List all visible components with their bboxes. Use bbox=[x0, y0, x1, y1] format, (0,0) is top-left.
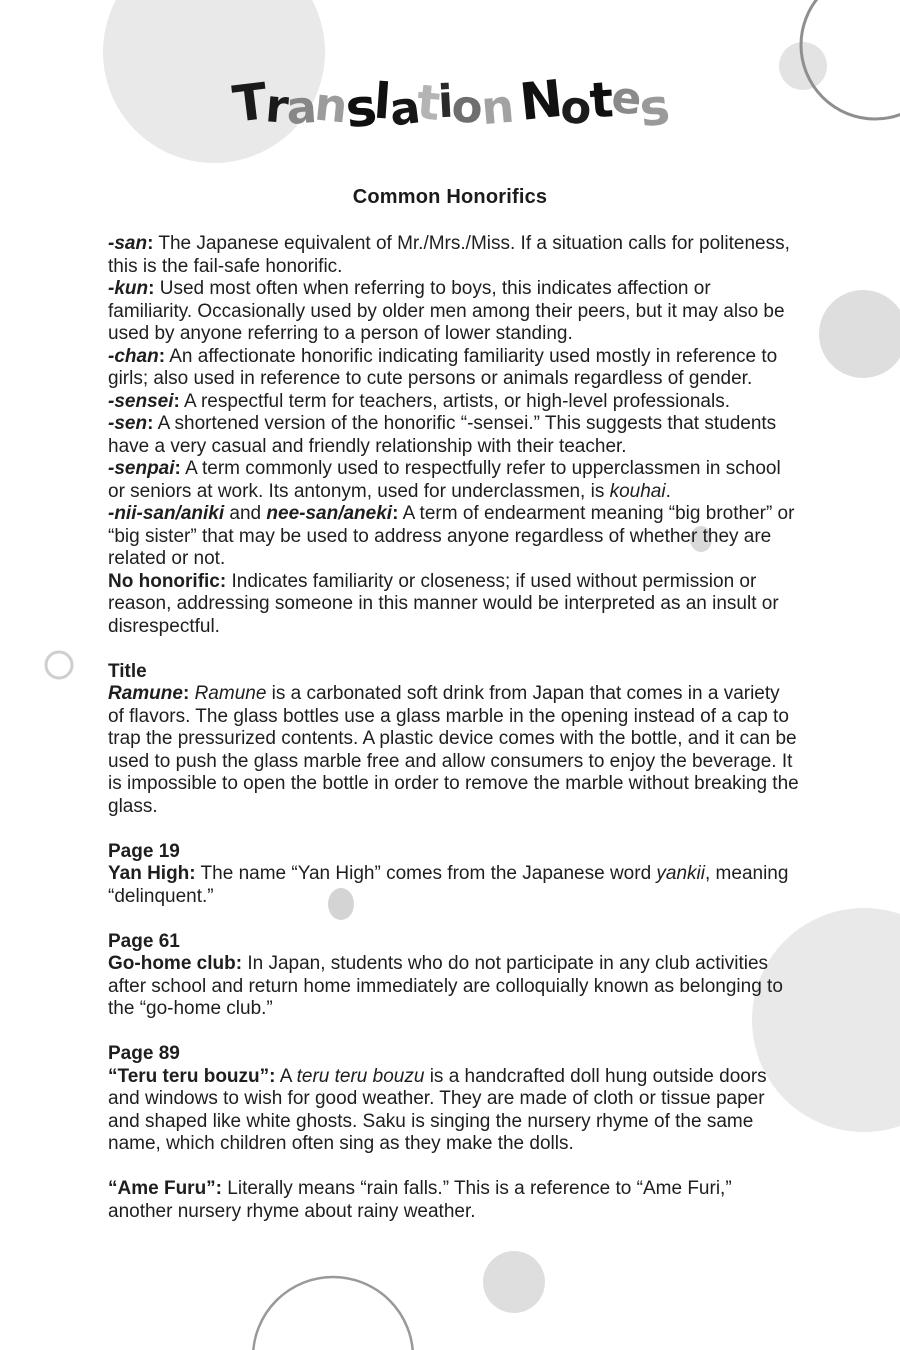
note-paragraph bbox=[108, 346, 800, 391]
text-run: Go-home club: bbox=[108, 953, 243, 974]
text-run: No honorific: bbox=[108, 570, 227, 592]
title-letter: N bbox=[516, 70, 564, 133]
text-run: “Ame Furu”: bbox=[108, 1178, 222, 1199]
title-letter: s bbox=[342, 77, 379, 141]
text-run: The name “Yan High” comes from the Japanese word bbox=[195, 863, 657, 884]
title-letter: i bbox=[436, 74, 454, 129]
text-run: Ramune bbox=[108, 683, 183, 704]
decor-ring-left bbox=[46, 652, 72, 678]
text-run: An affectionate honorific indicating familiarity used mostly in reference to girls; also used in reference to cute persons or animals regardless of gender. bbox=[108, 345, 778, 389]
section-label: Title bbox=[108, 660, 147, 682]
text-run: Yan High: bbox=[108, 863, 196, 884]
text-run: is a carbonated soft drink from Japan that comes in a variety of flavors. The glass bottles use a glass marble in the opening instead of a cap to trap the pressurized contents. A plastic device comes with the bottle, and it can be used to push the glass marble free and allow consumers to enjoy the beverage. It is impossible to open the bottle in order to remove the marble without breaking the glass. bbox=[108, 683, 799, 817]
text-run: and bbox=[224, 503, 267, 524]
title-letter: n bbox=[478, 78, 515, 136]
section-label: Page 89 bbox=[108, 1043, 180, 1064]
note-paragraph bbox=[108, 413, 800, 458]
text-run: : bbox=[158, 345, 166, 367]
text-run: -sensei bbox=[108, 390, 174, 412]
note-paragraph bbox=[108, 1178, 800, 1223]
title-letter: e bbox=[609, 71, 643, 126]
note-section-1 bbox=[108, 233, 800, 638]
text-run: -senpai bbox=[108, 458, 175, 479]
text-run: A term of endearment meaning “big brother” or “big sister” that may be used to address anyone regardless of whether they are related or not. bbox=[108, 503, 795, 569]
title-letter: s bbox=[636, 77, 671, 139]
note-paragraph bbox=[108, 1066, 800, 1156]
text-run: : bbox=[147, 233, 154, 254]
text-run: “Teru teru bouzu”: bbox=[108, 1065, 276, 1087]
text-run: The Japanese equivalent of Mr./Mrs./Miss. If a situation calls for politeness, this is the fail-safe honorific. bbox=[108, 233, 790, 277]
note-paragraph bbox=[108, 458, 800, 503]
note-paragraph bbox=[108, 233, 800, 278]
text-run: teru teru bouzu bbox=[296, 1065, 425, 1087]
note-paragraph bbox=[108, 953, 800, 1021]
text-run: A bbox=[275, 1065, 297, 1087]
note-section-4 bbox=[108, 931, 800, 1021]
title-letter: o bbox=[558, 79, 592, 136]
text-run: : bbox=[147, 413, 154, 434]
text-run: Indicates familiarity or closeness; if used without permission or reason, addressing someone in this manner would be interpreted as an insult or disrespectful. bbox=[108, 570, 779, 637]
note-paragraph bbox=[108, 503, 800, 571]
title-letter: a bbox=[386, 80, 422, 137]
decor-circle-right bbox=[819, 290, 900, 378]
title-letter: n bbox=[311, 76, 348, 134]
section-label: Page 61 bbox=[108, 930, 180, 952]
section-label: Page 19 bbox=[108, 840, 180, 862]
note-paragraph bbox=[108, 863, 800, 908]
note-paragraph bbox=[108, 278, 800, 346]
title-letter: o bbox=[449, 79, 483, 134]
text-run: is a handcrafted doll hung outside doors and windows to wish for good weather. They are made of cloth or tissue paper and shaped like white ghosts. Saku is singing the nursery rhyme of the same name, which children often sing as they make the dolls. bbox=[108, 1065, 767, 1154]
page-title bbox=[0, 70, 900, 141]
title-letter: r bbox=[262, 78, 289, 134]
note-section-3 bbox=[108, 841, 800, 909]
text-run: Ramune bbox=[194, 683, 267, 704]
text-run: kouhai bbox=[609, 480, 666, 502]
text-run: -chan bbox=[108, 345, 159, 367]
text-run: : bbox=[173, 390, 180, 412]
common-honorifics-heading: Common Honorifics bbox=[352, 186, 548, 208]
text-run: -kun bbox=[108, 278, 149, 299]
note-paragraph bbox=[108, 683, 800, 818]
text-run: A shortened version of the honorific “-sensei.” This suggests that students have a very casual and friendly relationship with their teacher. bbox=[108, 413, 777, 457]
text-run: nee-san/aneki bbox=[266, 503, 393, 524]
text-run: : bbox=[174, 458, 181, 479]
note-paragraph bbox=[108, 391, 800, 414]
text-run: -san bbox=[108, 233, 148, 254]
note-section-2 bbox=[108, 661, 800, 819]
text-run: : bbox=[182, 683, 190, 704]
decor-ring-bottom bbox=[253, 1277, 413, 1350]
title-letter: a bbox=[284, 80, 317, 135]
title-letter: T bbox=[230, 72, 270, 134]
text-run: In Japan, students who do not participate in any club activities after school and return home immediately are colloquially known as belonging to the “go-home club.” bbox=[108, 953, 783, 1019]
text-run: Used most often when referring to boys, this indicates affection or familiarity. Occasionally used by older men among their peers, but it may also be used by anyone referring to a person of lower standing. bbox=[108, 278, 785, 344]
title-letter: t bbox=[415, 74, 441, 132]
text-run: , meaning “delinquent.” bbox=[108, 863, 789, 907]
text-run: : bbox=[148, 278, 155, 299]
text-run: A respectful term for teachers, artists, or high-level professionals. bbox=[179, 390, 730, 412]
text-run: yankii bbox=[656, 863, 705, 884]
notes-content bbox=[108, 233, 800, 1223]
note-paragraph bbox=[108, 571, 800, 639]
text-run: -sen bbox=[108, 413, 148, 434]
title-letter: t bbox=[587, 71, 613, 130]
note-section-6 bbox=[108, 1178, 800, 1223]
text-run: A term commonly used to respectfully refer to upperclassmen in school or seniors at work. Its antonym, used for underclassmen, is bbox=[108, 458, 781, 502]
text-run: . bbox=[665, 480, 671, 502]
text-run: : bbox=[392, 503, 399, 524]
text-run: -nii-san/aniki bbox=[108, 503, 225, 524]
title-letter: l bbox=[372, 72, 392, 131]
text-run: Literally means “rain falls.” This is a reference to “Ame Furi,” another nursery rhyme about rainy weather. bbox=[108, 1178, 732, 1222]
decor-dot-bottom bbox=[483, 1251, 545, 1313]
note-section-5 bbox=[108, 1043, 800, 1156]
